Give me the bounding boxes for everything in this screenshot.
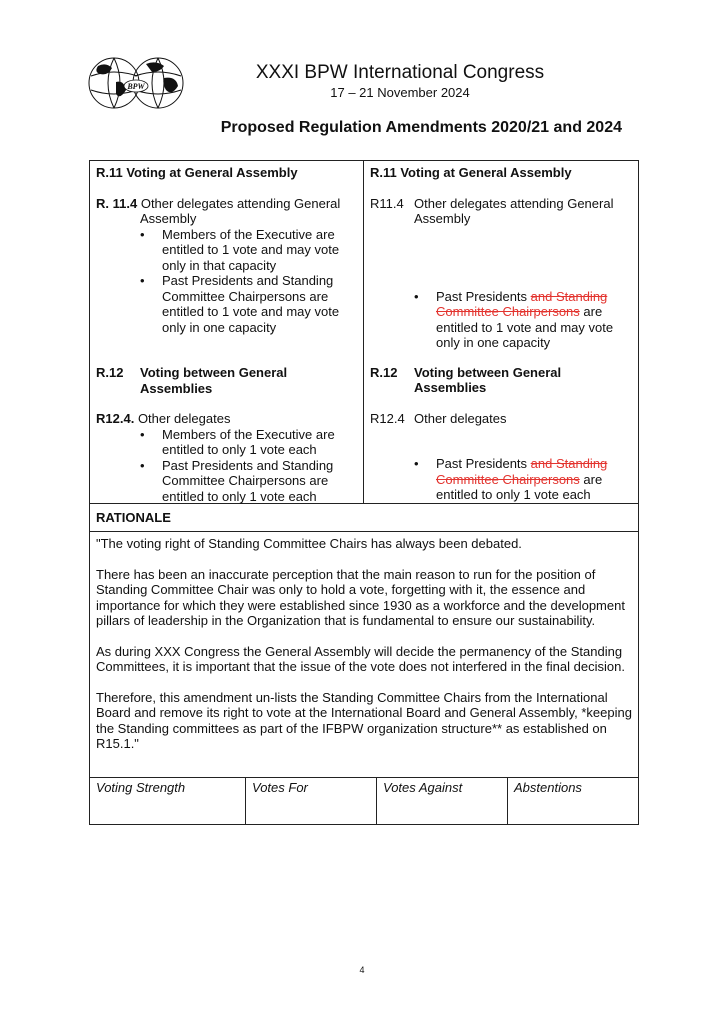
left-r124-list <box>96 427 357 505</box>
page-number: 4 <box>359 965 365 975</box>
right-r114-cont: Assembly <box>414 211 471 226</box>
page-title: Proposed Regulation Amendments 2020/21 and 2024 <box>220 119 622 136</box>
list-item: • Past Presidents and Standing Committee Chairpersons are entitled to only 1 vote each <box>96 458 357 505</box>
list-item: • Past Presidents and Standing Committee Chairpersons are entitled to 1 vote and may vote only in one capacity <box>96 273 357 335</box>
bpw-logo <box>86 56 186 110</box>
congress-dates: 17 – 21 November 2024 <box>330 85 470 100</box>
votes-row <box>90 778 638 824</box>
right-r12-heading: R.12 Voting between General Assemblies <box>370 364 562 395</box>
left-r114-cont: Assembly <box>140 211 197 226</box>
rationale-paragraph: "The voting right of Standing Committee Chairs has always been debated. <box>96 536 522 551</box>
proposed-regulation-column <box>363 161 638 503</box>
rationale-paragraph: There has been an inaccurate perception that the main reason to run for the position of Standing Committee Chair was only to hold a vote, forgetting with it, the essence and importance for which they were established since 1930 as a workforce and the development pillars of leadership in the Organization that is fundamental to ensure our sustainability. <box>96 566 625 628</box>
rationale-paragraph: As during XXX Congress the General Assembly will decide the permanency of the Standing Committees, it is important that the issue of the vote does not interfered in the final decision. <box>96 643 625 674</box>
right-r124: R12.4 Other delegates <box>370 410 507 426</box>
left-r12-heading: R.12 Voting between General Assemblies <box>96 365 288 396</box>
left-r114-list <box>96 227 357 336</box>
deleted-text: and Standing Committee Chairpersons <box>436 456 608 487</box>
rationale-paragraph: Therefore, this amendment un-lists the Standing Committee Chairs from the International Board and remove its right to vote at the International Board and General Assembly, *keeping the Standing committees as part of the IFBPW organization structure** as established on R15.1." <box>96 689 632 751</box>
votes-against-cell: Votes Against <box>376 778 507 824</box>
right-r124-list <box>370 456 632 503</box>
current-regulation-column <box>90 161 363 503</box>
list-item: • Past Presidents and Standing Committee Chairpersons are entitled to 1 vote and may vote only in one capacity <box>370 289 632 351</box>
left-r124: R12.4. Other delegates <box>96 411 231 426</box>
deleted-text: and Standing Committee Chairpersons <box>436 288 608 319</box>
congress-title: XXXI BPW International Congress <box>255 62 545 83</box>
right-r114-list <box>370 289 632 351</box>
voting-strength-cell: Voting Strength <box>96 780 186 795</box>
abstentions-cell: Abstentions <box>507 778 638 824</box>
list-item: • Members of the Executive are entitled to 1 vote and may vote only in that capacity <box>96 227 357 274</box>
comparison-row <box>90 161 638 504</box>
right-heading: R.11 Voting at General Assembly <box>370 165 572 180</box>
right-r114: R11.4 Other delegates attending General <box>370 195 614 211</box>
svg-text:BPW: BPW <box>127 82 145 91</box>
amendments-table <box>89 160 639 825</box>
left-r114: R. 11.4 Other delegates attending General <box>96 195 341 211</box>
votes-for-cell: Votes For <box>245 778 376 824</box>
left-heading: R.11 Voting at General Assembly <box>96 165 298 180</box>
list-item: • Past Presidents and Standing Committee Chairpersons are entitled to only 1 vote each <box>370 456 632 503</box>
list-item: • Members of the Executive are entitled to only 1 vote each <box>96 427 357 458</box>
rationale-heading: RATIONALE <box>90 504 638 532</box>
rationale-body <box>90 532 638 778</box>
